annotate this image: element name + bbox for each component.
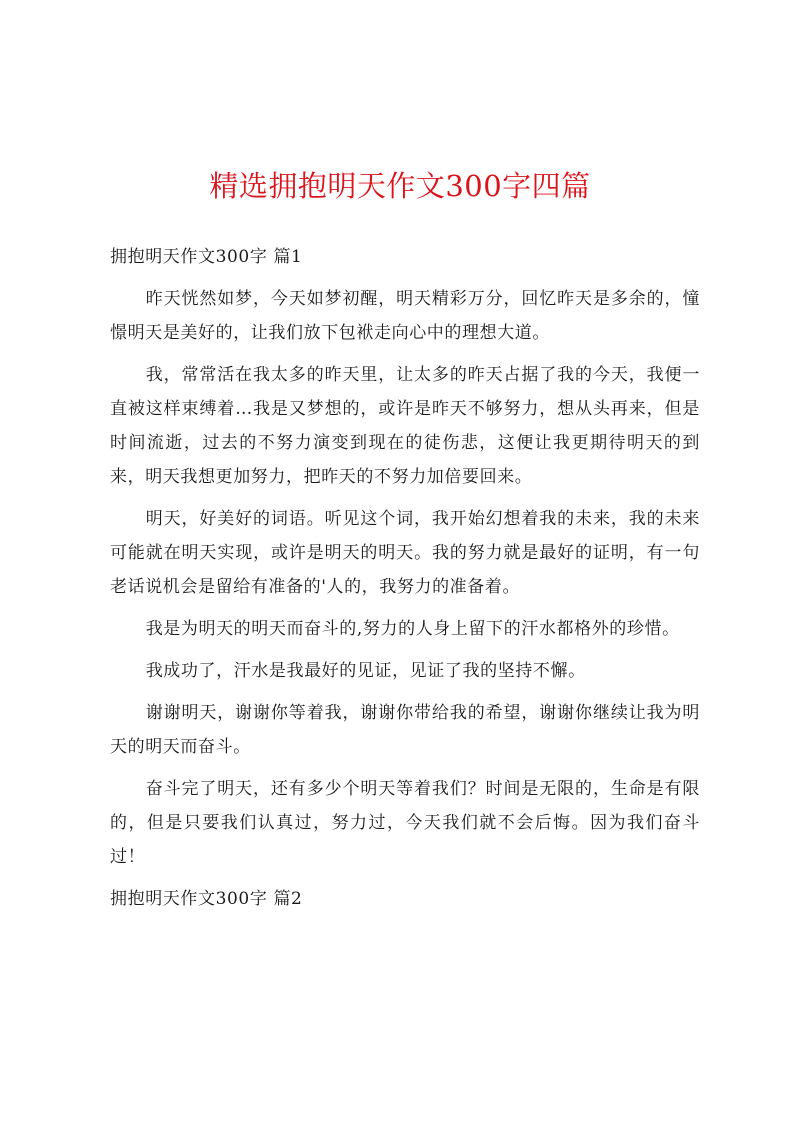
paragraph-7: 奋斗完了明天，还有多少个明天等着我们？时间是无限的，生命是有限的，但是只要我们认真过，努力过，今天我们就不会后悔。因为我们奋斗过！ <box>110 779 700 867</box>
section-heading-2: 拥抱明天作文300字 篇2 <box>110 889 303 909</box>
paragraph-4: 我是为明天的明天而奋斗的,努力的人身上留下的汗水都格外的珍惜。 <box>145 619 680 639</box>
section-heading-1: 拥抱明天作文300字 篇1 <box>110 247 303 267</box>
paragraph-5: 我成功了，汗水是我最好的见证，见证了我的坚持不懈。 <box>145 661 586 681</box>
paragraph-3: 明天，好美好的词语。听见这个词，我开始幻想着我的未来，我的未来可能就在明天实现，或许是明天的明天。我的努力就是最好的证明，有一句老话说机会是留给有准备的'人的，我努力的准备着。 <box>110 509 700 597</box>
document-title: 精选拥抱明天作文300字四篇 <box>209 169 591 203</box>
paragraph-2: 我，常常活在我太多的昨天里，让太多的昨天占据了我的今天，我便一直被这样束缚着…我是又梦想的，或许是昨天不够努力，想从头再来，但是时间流逝，过去的不努力演变到现在的徒伤悲，这便让我更期待明天的到来，明天我想更加努力，把昨天的不努力加倍要回来。 <box>110 365 700 487</box>
document-body <box>110 240 700 924</box>
paragraph-1: 昨天恍然如梦，今天如梦初醒，明天精彩万分，回忆昨天是多余的，憧憬明天是美好的，让我们放下包袱走向心中的理想大道。 <box>110 289 700 343</box>
paragraph-6: 谢谢明天，谢谢你等着我，谢谢你带给我的希望，谢谢你继续让我为明天的明天而奋斗。 <box>110 703 700 757</box>
